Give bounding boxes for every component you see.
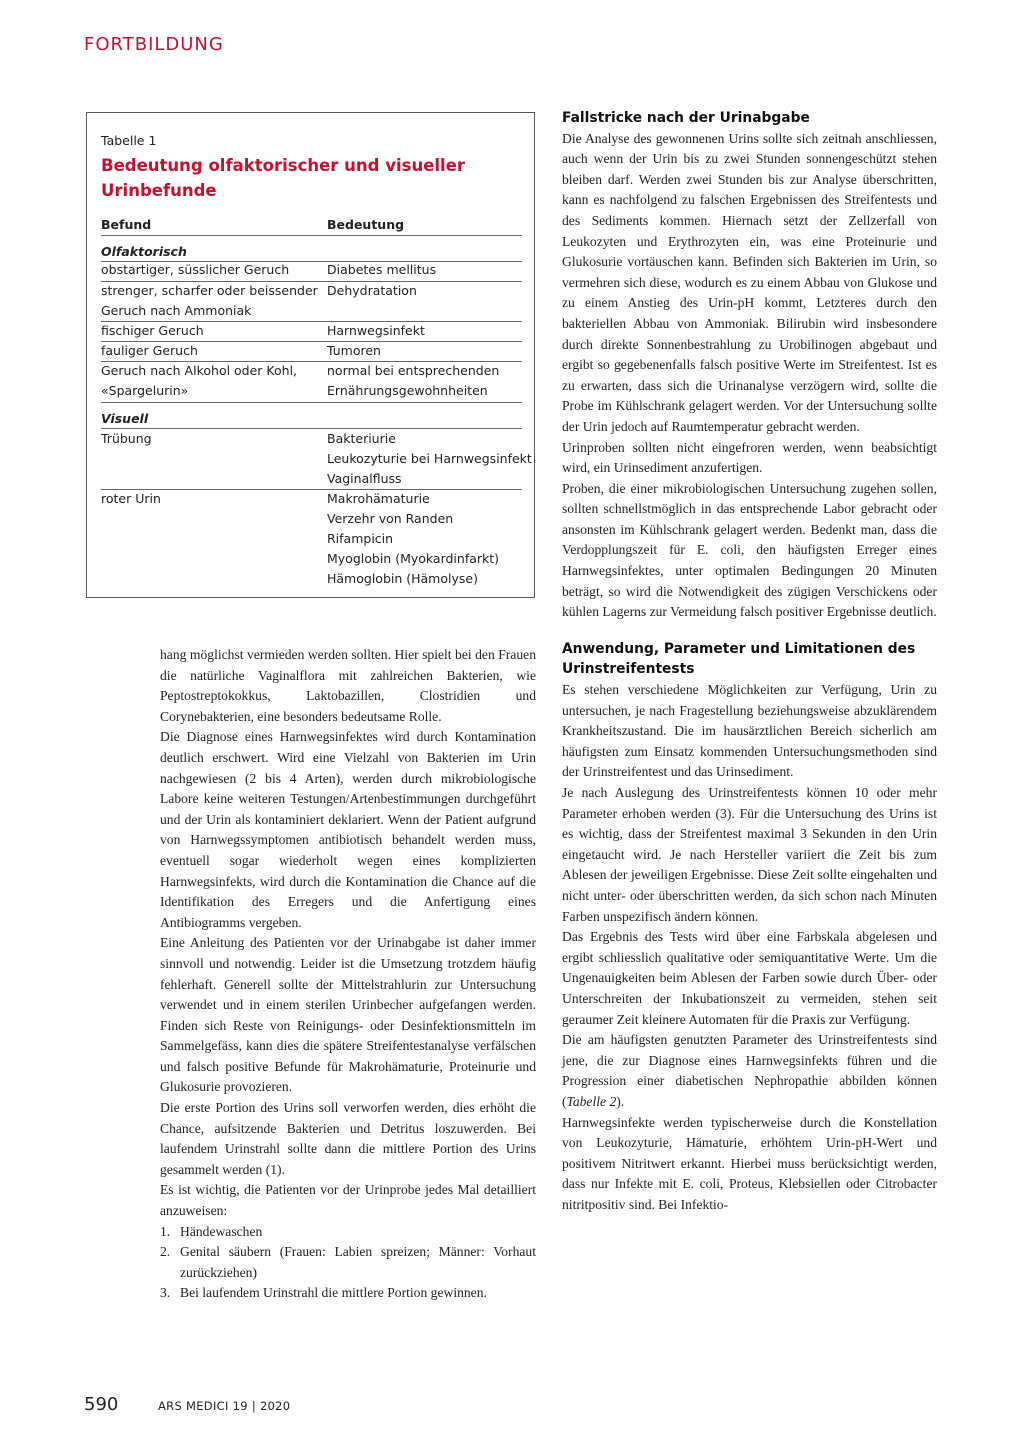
group-visuell: Visuell <box>101 411 149 426</box>
cell-bedeutung: Tumoren <box>327 343 381 358</box>
table-label: Tabelle 1 <box>101 133 157 148</box>
cell-befund: Trübung <box>101 431 152 446</box>
cell-bedeutung: Bakteriurie Leukozyturie bei Harnwegsinfekt Vaginalfluss <box>327 431 532 486</box>
cell-befund: Geruch nach Alkohol oder Kohl, «Spargelurin» <box>101 363 298 398</box>
paragraph: Es ist wichtig, die Patienten vor der Urinprobe jedes Mal detailliert anzuweisen: <box>160 1182 536 1219</box>
cell-bedeutung: Diabetes mellitus <box>327 262 437 277</box>
cell-bedeutung: Dehydratation <box>327 283 417 298</box>
paragraph: Proben, die einer mikrobiologischen Untersuchung zugehen sollen, sollten schnellstmöglich in das entsprechende Labor gebracht oder ansonsten im Kühlschrank gelagert werden. Bedenkt man, dass die Verdopplungszeit für E. coli, den häufigsten Erreger eines Harnwegsinfektes, unter optimalen Bedingungen 20 Minuten beträgt, so wird die Notwendigkeit des zügigen Verschickens oder kühlen Lagerns zur Vermeidung falsch positiver Ergebnisse deutlich. <box>562 480 937 620</box>
header-rule <box>101 235 522 236</box>
journal-name: ARS MEDICI 19 | 2020 <box>158 1399 291 1413</box>
section-heading: Anwendung, Parameter und Limitationen des Urinstreifentests <box>562 640 916 678</box>
paragraph: Die Analyse des gewonnenen Urins sollte sich zeitnah anschliessen, auch wenn der Urin bis zu zwei Stunden sonnengeschützt stehen bleiben darf. Werden zwei Stunden bis zur Analyse überschritten, kann es nachfolgend zu falschen Ergebnissen des Streifentests und des Sediments kommen. Hiernach setzt der Zellzerfall von Leukozyten und Erythrozyten ein, was eine Proteinurie und Glukosurie vortäuschen kann. Befinden sich Bakterien im Urin, so vermehren sich diese, wodurch es zu einem Abbau von Glukose und zu einem Anstieg des Urin-pH kommt, Letzteres durch den bakteriellen Abbau von Ammoniak. Bilirubin wird insbesondere durch direkte Sonnenbestrahlung zu Urobilinogen abgebaut und ergibt so gegebenenfalls falsch positive Werte im Streifentest. Ist es zu erwarten, dass sich die Urinanalyse verzögern wird, sollte die Probe im Kühlschrank gelagert werden. Vor der Untersuchung sollte der Urin jedoch auf Raumtemperatur gebracht werden. <box>562 130 937 434</box>
right-column <box>562 108 937 1215</box>
list-item: 1. Händewaschen <box>160 1223 263 1239</box>
cell-befund: fischiger Geruch <box>101 323 204 338</box>
column-header-befund: Befund <box>101 217 152 232</box>
paragraph: Die Diagnose eines Harnwegsinfektes wird durch Kontamination deutlich erschwert. Wird eine Vielzahl von Bakterien im Urin nachgewiesen (2 bis 4 Arten), werden durch mikrobiologische Labore keine weiteren Testungen/Artenbestimmungen durchgeführt und der Urin als kontaminiert deklariert. Wenn der Patient aufgrund von Harnwegssymptomen antibiotisch behandelt werden muss, eventuell sogar wiederholt wegen eines komplizierten Harnwegsinfekts, wird durch die Kontamination die Chance auf die Identifikation des Erregers und die Anfertigung eines Antibiogramms vergeben. <box>160 729 536 930</box>
column-header-bedeutung: Bedeutung <box>327 217 405 232</box>
paragraph: Das Ergebnis des Tests wird über eine Farbskala abgelesen und ergibt schliesslich qualitative oder semiquantitative Werte. Um die Ungenauigkeiten beim Ablesen der Farben sowie durch Über- oder Unterschreiten der Inkubationszeit zu vermeiden, stehen seit geraumer Zeit kleinere Automaten für die Praxis zur Verfügung. <box>562 929 937 1027</box>
paragraph: Harnwegsinfekte werden typischerweise durch die Konstellation von Leukozyturie, Hämaturie, erhöhtem Urin-pH-Wert und positivem Nitritwert erkannt. Hierbei muss berücksichtigt werden, dass nur Infekte mit E. coli, Proteus, Klebsiellen oder Citrobacter nitritpositiv sind. Bei Infektio- <box>562 1114 937 1212</box>
list-item: 3. Bei laufendem Urinstrahl die mittlere Portion gewinnen. <box>160 1285 487 1301</box>
cell-befund: obstartiger, süsslicher Geruch <box>101 262 290 277</box>
cell-befund: fauliger Geruch <box>101 343 198 358</box>
table-1 <box>86 112 535 598</box>
cell-befund: roter Urin <box>101 491 161 506</box>
page-number: 590 <box>84 1394 119 1415</box>
cell-befund: strenger, scharfer oder beissender Geruch nach Ammoniak <box>101 283 318 318</box>
table-reference: Tabelle 2 <box>566 1093 617 1109</box>
paragraph: Je nach Auslegung des Urinstreifentests können 10 oder mehr Parameter erhoben werden (3). Für die Untersuchung des Urins ist es wichtig, dass der Streifentest maximal 3 Sekunden in den Urin eingetaucht wird. Je nach Hersteller variiert die Zeit bis zum Ablesen der jeweiligen Ergebnisse. Diese Zeit sollte eingehalten und nicht unter- oder überschritten werden, da sich schon nach Minuten Farben unspezifisch ändern können. <box>562 785 937 924</box>
section-label: FORTBILDUNG <box>84 34 224 55</box>
list-item: 2. Genital säubern (Frauen: Labien spreizen; Männer: Vorhaut zurückziehen) <box>160 1244 536 1280</box>
paragraph: Die am häufigsten genutzten Parameter des Urinstreifentests sind jene, die zur Diagnose eines Harnwegsinfekts führen und die Progression einer diabetischen Nephropathie abbilden können (Tabelle 2). <box>562 1032 937 1109</box>
instruction-list <box>160 1222 536 1304</box>
paragraph: hang möglichst vermieden werden sollten. Hier spielt bei den Frauen die natürliche Vaginalflora mit zahlreichen Bakterien, wie Peptostreptokokkus, Laktobazillen, Clostridien und Corynebakterien, eine besonders bedeutsame Rolle. <box>160 647 536 724</box>
group-olfaktorisch: Olfaktorisch <box>101 244 187 259</box>
section-heading: Fallstricke nach der Urinabgabe <box>562 110 810 126</box>
paragraph: Es stehen verschiedene Möglichkeiten zur Verfügung, Urin zu untersuchen, je nach Fragestellung beziehungsweise abzuklärendem Krankheitszustand. Die im hausärztlichen Bereich sicherlich am häufigsten zum Einsatz kommenden Untersuchungsmethoden sind der Urinstreifentest und das Urinsediment. <box>562 682 937 780</box>
row-rule <box>101 402 522 403</box>
paragraph: Eine Anleitung des Patienten vor der Urinabgabe ist daher immer sinnvoll und notwendig. Leider ist die Umsetzung trotzdem häufig fehlerhaft. Generell sollte der Mittelstrahlurin zur Untersuchung verwendet und in einem sterilen Urinbecher aufgefangen werden. Finden sich Reste von Reinigungs- oder Desinfektionsmitteln im Sammelgefäss, kann dies die spätere Streifentestanalyse verfälschen und falsch positive Befunde für Makrohämaturie, Proteinurie und Glukosurie provozieren. <box>160 935 536 1095</box>
paragraph: Urinproben sollten nicht eingefroren werden, wenn beabsichtigt wird, ein Urinsediment anzufertigen. <box>562 439 937 476</box>
paragraph: Die erste Portion des Urins soll verworfen werden, dies erhöht die Chance, aufsitzende Bakterien und Detritus loszuwerden. Bei laufendem Urinstrahl sollte dann die mittlere Portion des Urins gesammelt werden (1). <box>160 1100 536 1177</box>
cell-bedeutung: Harnwegsinfekt <box>327 323 425 338</box>
cell-bedeutung: Makrohämaturie Verzehr von Randen Rifampicin Myoglobin (Myokardinfarkt) Hämoglobin (Hämolyse) <box>327 491 500 586</box>
left-column <box>160 645 536 1304</box>
table-title: Bedeutung olfaktorischer und visueller Urinbefunde <box>101 156 466 200</box>
cell-bedeutung: normal bei entsprechenden Ernährungsgewohnheiten <box>327 363 500 398</box>
